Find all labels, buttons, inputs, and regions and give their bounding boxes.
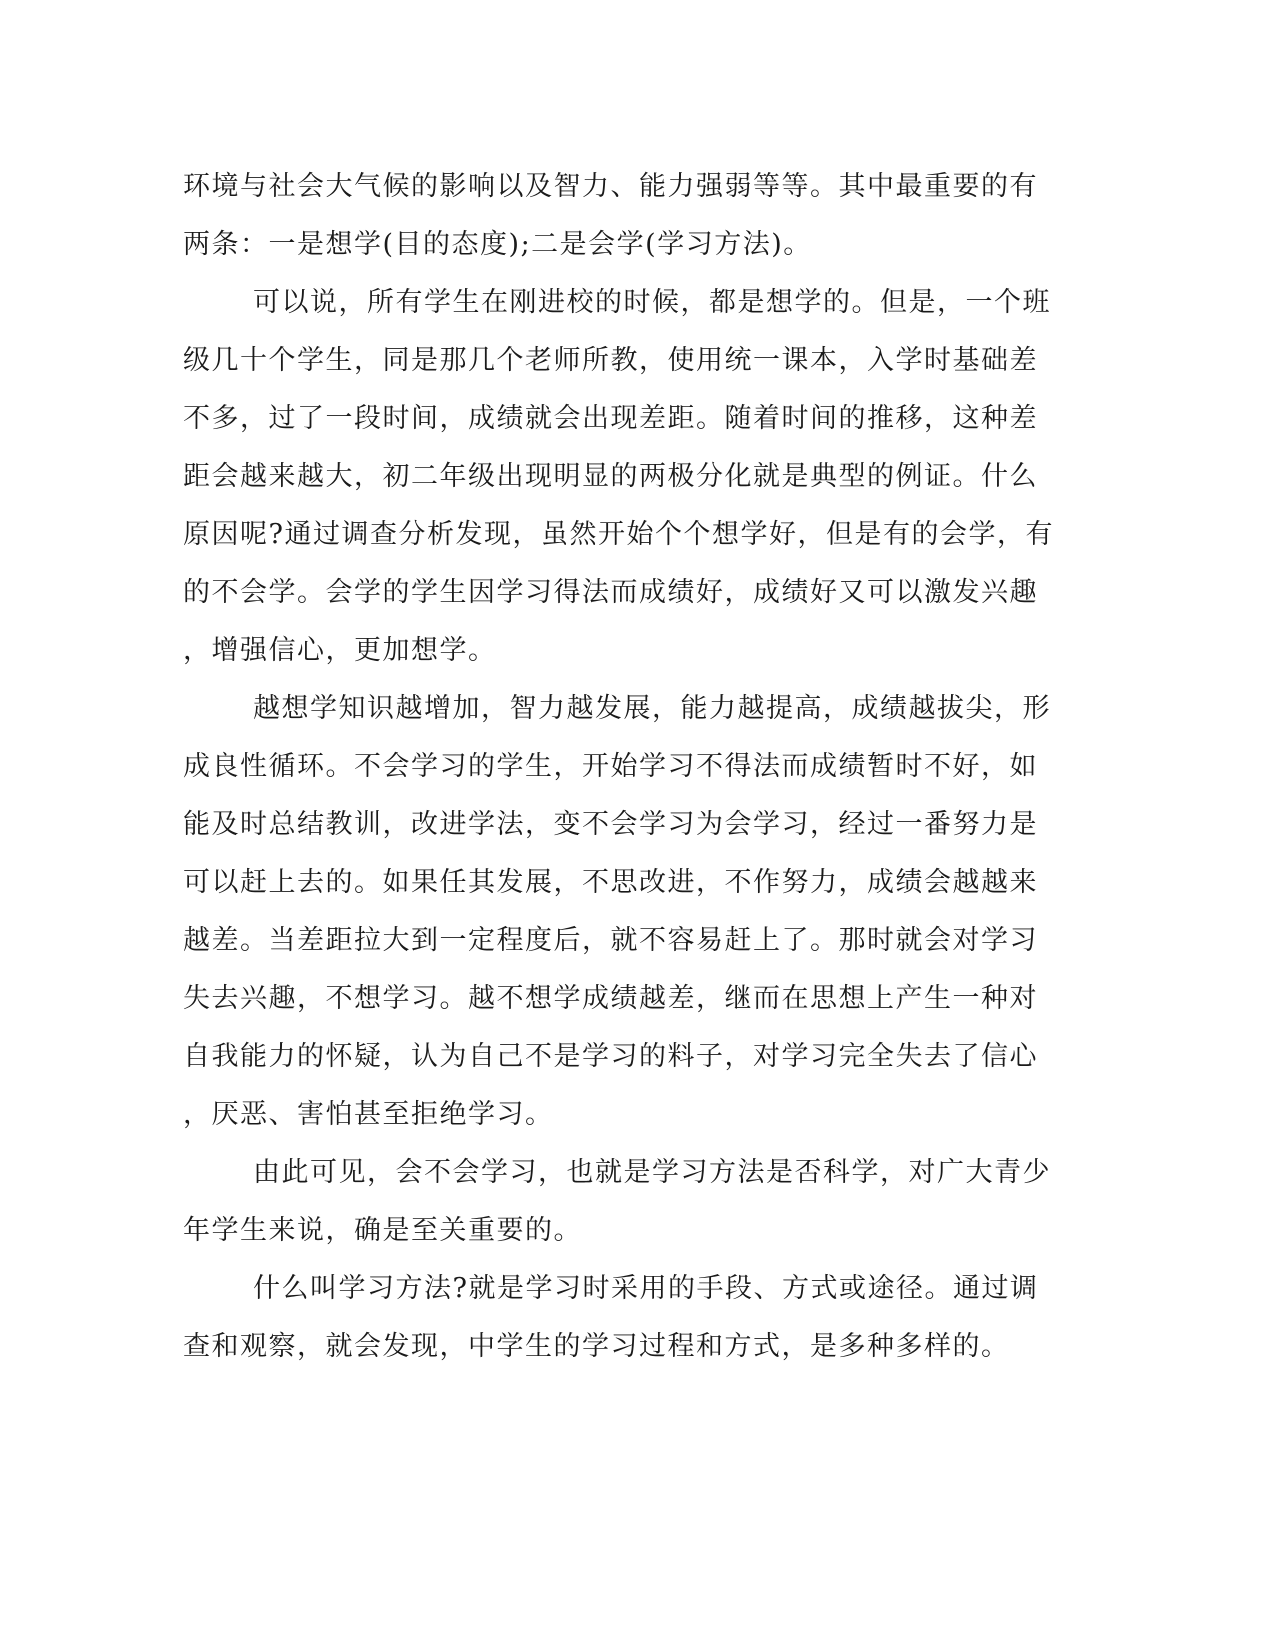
- text-line: 原因呢?通过调查分析发现，虽然开始个个想学好，但是有的会学，有: [183, 519, 1054, 550]
- text-line: 环境与社会大气候的影响以及智力、能力强弱等等。其中最重要的有: [183, 171, 1038, 202]
- text-line: 级几十个学生，同是那几个老师所教，使用统一课本，入学时基础差: [183, 345, 1038, 376]
- text-line: 年学生来说，确是至关重要的。: [183, 1215, 582, 1246]
- text-line: 不多，过了一段时间，成绩就会出现差距。随着时间的推移，这种差: [183, 403, 1038, 434]
- text-line: 可以赶上去的。如果任其发展，不思改进，不作努力，成绩会越越来: [183, 867, 1038, 898]
- text-line: 自我能力的怀疑，认为自己不是学习的料子，对学习完全失去了信心: [183, 1041, 1038, 1072]
- text-line: ，厌恶、害怕甚至拒绝学习。: [183, 1099, 554, 1130]
- text-line: 失去兴趣，不想学习。越不想学成绩越差，继而在思想上产生一种对: [183, 983, 1038, 1014]
- text-line: 距会越来越大，初二年级出现明显的两极分化就是典型的例证。什么: [183, 461, 1038, 492]
- text-line: ，增强信心，更加想学。: [183, 635, 497, 666]
- text-line: 越差。当差距拉大到一定程度后，就不容易赶上了。那时就会对学习: [183, 925, 1038, 956]
- paragraph-start-line: 越想学知识越增加，智力越发展，能力越提高，成绩越拔尖，形: [253, 693, 1051, 724]
- text-line: 查和观察，就会发现，中学生的学习过程和方式，是多种多样的。: [183, 1331, 1010, 1362]
- text-line: 能及时总结教训，改进学法，变不会学习为会学习，经过一番努力是: [183, 809, 1038, 840]
- paragraph-start-line: 什么叫学习方法?就是学习时采用的手段、方式或途径。通过调: [253, 1273, 1039, 1304]
- text-line: 的不会学。会学的学生因学习得法而成绩好，成绩好又可以激发兴趣: [183, 577, 1038, 608]
- document-body: [183, 158, 1063, 1376]
- paragraph-start-line: 可以说，所有学生在刚进校的时候，都是想学的。但是，一个班: [253, 287, 1051, 318]
- text-line: 两条：一是想学(目的态度);二是会学(学习方法)。: [183, 229, 812, 260]
- paragraph-start-line: 由此可见，会不会学习，也就是学习方法是否科学，对广大青少: [253, 1157, 1051, 1188]
- text-line: 成良性循环。不会学习的学生，开始学习不得法而成绩暂时不好，如: [183, 751, 1038, 782]
